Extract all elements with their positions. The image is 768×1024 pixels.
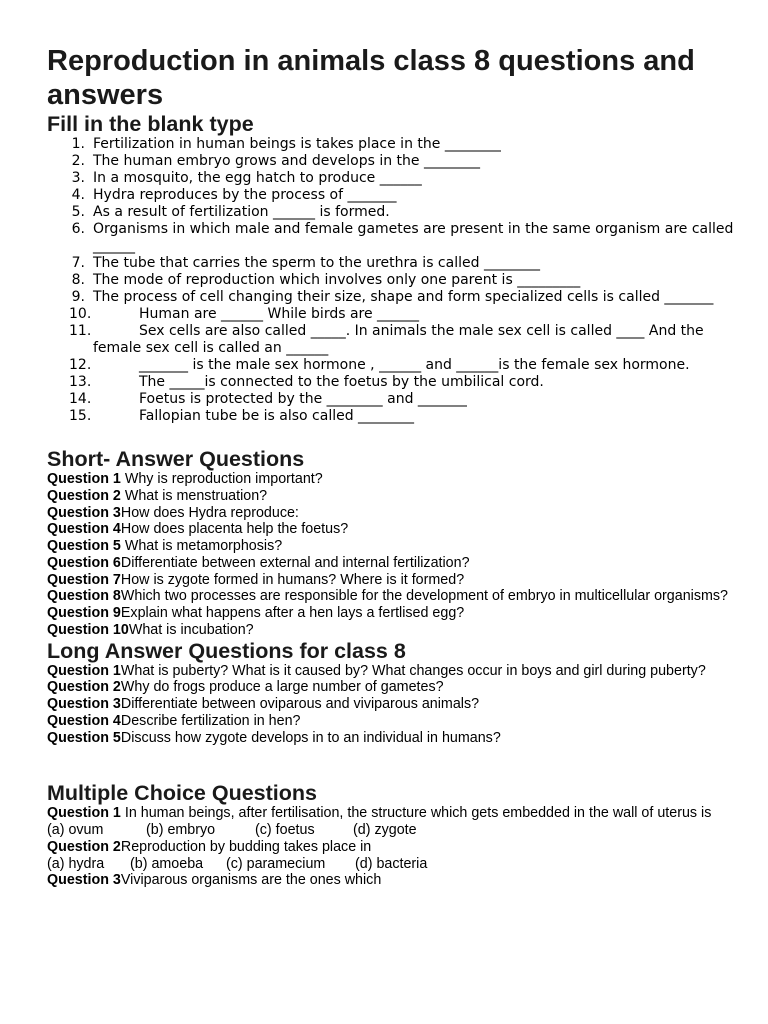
fill-blank-list bbox=[47, 136, 737, 425]
question-label: Question 2 bbox=[47, 487, 121, 504]
mcq-options-1 bbox=[47, 822, 737, 839]
question-label: Question 5 bbox=[47, 729, 121, 746]
short-question bbox=[47, 538, 737, 555]
question-text: Viviparous organisms are the ones which bbox=[120, 872, 382, 889]
item-number: 2. bbox=[71, 153, 85, 169]
question-text: Why is reproduction important? bbox=[120, 471, 323, 487]
question-label: Question 10 bbox=[47, 621, 129, 638]
item-text: The _____is connected to the foetus by the umbilical cord. bbox=[139, 374, 544, 390]
mcq-option: (a) ovum bbox=[47, 822, 104, 838]
mcq-option: (b) amoeba bbox=[130, 855, 204, 872]
question-label: Question 3 bbox=[47, 696, 121, 712]
question-label: Question 4 bbox=[47, 712, 121, 729]
item-number: 5. bbox=[71, 204, 85, 220]
mcq-list bbox=[47, 805, 737, 889]
item-text: Sex cells are also called _____. In animals the male sex cell is called ____ And the female sex cell is called an ______ bbox=[93, 323, 704, 356]
item-number: 12. bbox=[69, 357, 92, 373]
short-question bbox=[47, 471, 737, 488]
mcq-option: (d) bacteria bbox=[355, 855, 428, 872]
mcq-question-2 bbox=[47, 839, 737, 856]
item-text: _______ is the male sex hormone , ______ and ______is the female sex hormone. bbox=[139, 357, 690, 373]
question-label: Question 3 bbox=[47, 872, 121, 889]
item-number: 7. bbox=[71, 255, 85, 271]
item-number: 9. bbox=[71, 289, 85, 305]
item-text: Fertilization in human beings is takes place in the ________ bbox=[93, 136, 501, 152]
short-answer-list bbox=[47, 471, 737, 639]
item-number: 10. bbox=[69, 306, 92, 322]
question-text: In human beings, after fertilisation, the structure which gets embedded in the wall of uterus is bbox=[120, 805, 712, 822]
item-text: Hydra reproduces by the process of _______ bbox=[93, 187, 397, 203]
mcq-question-3 bbox=[47, 872, 737, 889]
mcq-options-2 bbox=[47, 856, 737, 873]
item-text: The mode of reproduction which involves only one parent is _________ bbox=[93, 272, 581, 288]
document-page bbox=[47, 44, 737, 889]
item-number: 15. bbox=[69, 408, 92, 424]
mcq-option: (d) zygote bbox=[353, 822, 417, 838]
long-question bbox=[47, 663, 737, 680]
long-question bbox=[47, 713, 737, 730]
fill-blank-item bbox=[47, 187, 737, 204]
fill-blank-item bbox=[47, 391, 737, 408]
short-question bbox=[47, 622, 737, 639]
item-text: Foetus is protected by the ________ and _______ bbox=[139, 391, 467, 407]
item-text: As a result of fertilization ______ is formed. bbox=[93, 204, 390, 220]
item-number: 3. bbox=[71, 170, 85, 186]
long-question bbox=[47, 730, 737, 747]
question-label: Question 9 bbox=[47, 605, 121, 621]
question-text: Describe fertilization in hen? bbox=[120, 712, 301, 729]
fill-blank-item bbox=[47, 323, 737, 357]
item-number: 11. bbox=[69, 323, 92, 339]
fill-blank-item bbox=[47, 408, 737, 425]
short-question bbox=[47, 555, 737, 572]
question-text: What is menstruation? bbox=[120, 487, 268, 504]
question-text: What is incubation? bbox=[128, 621, 254, 638]
question-text: Differentiate between external and internal fertilization? bbox=[120, 554, 470, 571]
fill-blank-item bbox=[47, 204, 737, 221]
item-number: 4. bbox=[71, 187, 85, 203]
short-question bbox=[47, 588, 737, 605]
item-number: 13. bbox=[69, 374, 92, 390]
item-text: The process of cell changing their size, shape and form specialized cells is called _______ bbox=[93, 289, 714, 305]
fill-blank-item bbox=[47, 374, 737, 391]
fill-blank-item bbox=[47, 357, 737, 374]
short-question bbox=[47, 572, 737, 589]
question-text: How does Hydra reproduce: bbox=[120, 504, 299, 521]
item-number: 1. bbox=[71, 136, 85, 152]
question-text: What is metamorphosis? bbox=[120, 538, 283, 554]
fill-blank-item bbox=[47, 255, 737, 272]
question-label: Question 1 bbox=[47, 805, 121, 822]
page-title: Reproduction in animals class 8 questions and answers bbox=[47, 45, 695, 111]
mcq-option: (a) hydra bbox=[47, 855, 105, 872]
fill-blank-item bbox=[47, 153, 737, 170]
question-label: Question 5 bbox=[47, 538, 121, 554]
long-answer-list bbox=[47, 663, 737, 747]
mcq-option: (b) embryo bbox=[146, 822, 216, 838]
item-text: The human embryo grows and develops in the ________ bbox=[93, 153, 480, 169]
item-number: 14. bbox=[69, 391, 92, 407]
item-text: The tube that carries the sperm to the urethra is called ________ bbox=[93, 255, 540, 271]
question-label: Question 7 bbox=[47, 571, 121, 588]
fill-blank-item bbox=[47, 289, 737, 306]
question-text: Discuss how zygote develops in to an individual in humans? bbox=[120, 729, 501, 746]
short-question bbox=[47, 521, 737, 538]
question-text: Why do frogs produce a large number of gametes? bbox=[120, 679, 444, 696]
mcq-option: (c) foetus bbox=[255, 822, 315, 838]
question-label: Question 6 bbox=[47, 554, 121, 571]
question-label: Question 8 bbox=[47, 588, 121, 605]
short-question bbox=[47, 505, 737, 522]
short-question bbox=[47, 605, 737, 622]
item-text: In a mosquito, the egg hatch to produce ______ bbox=[93, 170, 422, 186]
fill-blank-item bbox=[47, 221, 737, 255]
question-label: Question 1 bbox=[47, 662, 121, 679]
long-question bbox=[47, 696, 737, 713]
item-number: 6. bbox=[71, 221, 85, 237]
question-label: Question 1 bbox=[47, 471, 121, 487]
fill-blank-item bbox=[47, 170, 737, 187]
fill-blank-item bbox=[47, 136, 737, 153]
long-answer-heading: Long Answer Questions for class 8 bbox=[47, 638, 406, 663]
question-text: What is puberty? What is it caused by? What changes occur in boys and girl during puberty? bbox=[120, 662, 706, 679]
short-answer-heading: Short- Answer Questions bbox=[47, 447, 305, 471]
mcq-heading: Multiple Choice Questions bbox=[47, 781, 317, 806]
question-text: How does placenta help the foetus? bbox=[120, 521, 349, 538]
question-label: Question 4 bbox=[47, 521, 121, 538]
item-text: Organisms in which male and female gametes are present in the same organism are called ______ bbox=[93, 221, 734, 254]
question-text: Which two processes are responsible for the development of embryo in multicellular organisms? bbox=[120, 588, 728, 605]
short-question bbox=[47, 488, 737, 505]
item-text: Human are ______ While birds are ______ bbox=[139, 306, 420, 322]
question-text: How is zygote formed in humans? Where is it formed? bbox=[120, 571, 465, 588]
question-label: Question 2 bbox=[47, 838, 121, 855]
question-text: Explain what happens after a hen lays a fertlised egg? bbox=[120, 605, 465, 621]
question-label: Question 2 bbox=[47, 679, 121, 696]
fill-blank-item bbox=[47, 306, 737, 323]
fill-blank-item bbox=[47, 272, 737, 289]
item-text: Fallopian tube be is also called ________ bbox=[139, 408, 415, 424]
question-text: Reproduction by budding takes place in bbox=[120, 838, 372, 855]
mcq-option: (c) paramecium bbox=[226, 855, 326, 872]
mcq-question-1 bbox=[47, 805, 737, 822]
item-number: 8. bbox=[71, 272, 85, 288]
fill-blank-heading: Fill in the blank type bbox=[47, 112, 254, 136]
long-question bbox=[47, 679, 737, 696]
question-label: Question 3 bbox=[47, 504, 121, 521]
question-text: Differentiate between oviparous and viviparous animals? bbox=[120, 696, 480, 712]
